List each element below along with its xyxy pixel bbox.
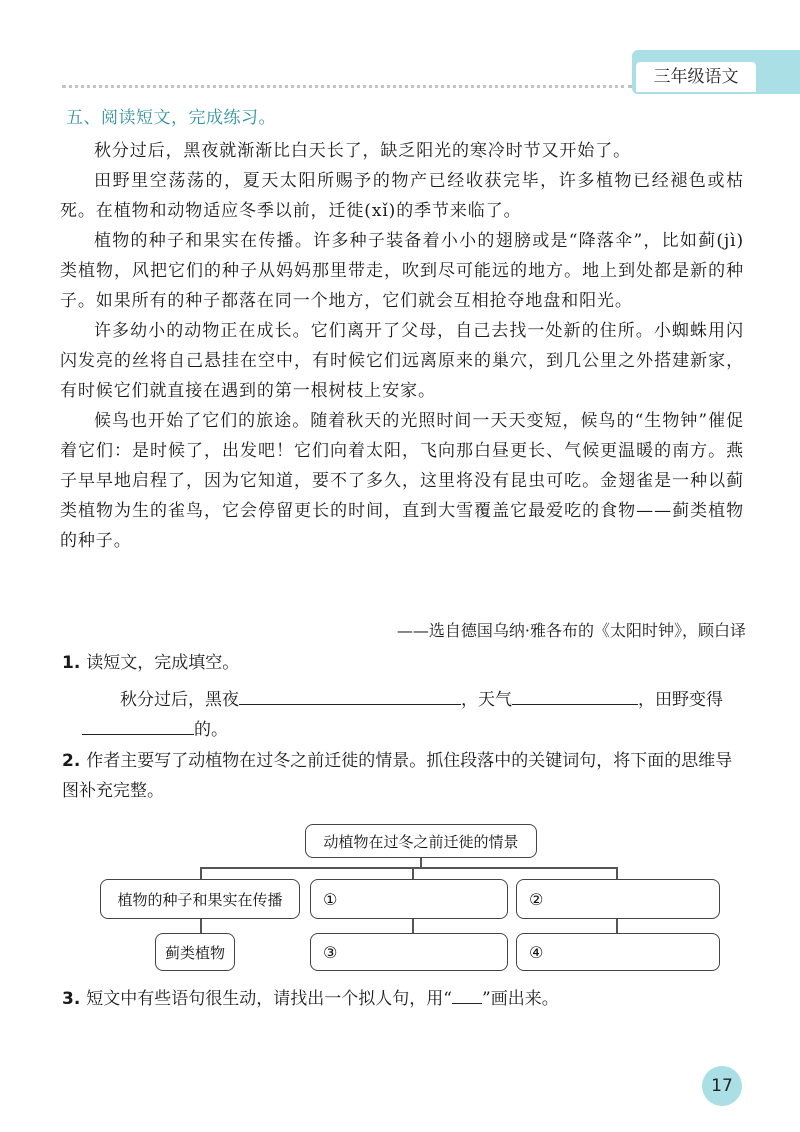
connector-line (412, 919, 414, 933)
fill-text: ，田野变得 (638, 690, 723, 710)
passage-paragraph: 秋分过后，黑夜就渐渐比白天长了，缺乏阳光的寒冷时节又开始了。 (94, 141, 631, 161)
page-number: 17 (702, 1066, 742, 1106)
connector-line (200, 867, 616, 869)
reading-passage (60, 136, 744, 556)
fill-blank-line-1 (120, 684, 723, 715)
answer-blank-2[interactable] (512, 684, 638, 705)
mindmap-answer-slot-2[interactable]: ② (516, 879, 720, 919)
section-title: 五、阅读短文，完成练习。 (66, 108, 276, 128)
mindmap-answer-slot-1[interactable]: ① (310, 879, 508, 919)
question-3 (62, 984, 559, 1014)
passage-paragraph: 植物的种子和果实在传播。许多种子装备着小小的翅膀或是“降落伞”，比如蓟(jì)类植物，风把它们的种子从妈妈那里带走，吹到尽可能远的地方。地上到处都是新的种子。如果所有的种子都落在同一个地方，它们就会互相抢夺地盘和阳光。 (60, 231, 744, 311)
question-text: 读短文，完成填空。 (86, 653, 240, 673)
connector-line (616, 919, 618, 933)
subject-label: 三年级语文 (636, 62, 756, 92)
mindmap-sub-thistle: 蓟类植物 (155, 933, 235, 971)
source-attribution: ——选自德国乌纳·雅各布的《太阳时钟》，顾白译 (396, 621, 746, 640)
question-2 (62, 746, 748, 806)
underline-sample (452, 985, 482, 1004)
connector-line (616, 867, 618, 879)
connector-line (412, 867, 414, 879)
question-number: 2. (62, 751, 81, 771)
question-text: 作者主要写了动植物在过冬之前迁徙的情景。抓住段落中的关键词句，将下面的思维导图补充完整。 (62, 751, 733, 801)
question-1 (62, 648, 239, 678)
question-number: 3. (62, 989, 81, 1009)
fill-text: ，天气 (461, 690, 512, 710)
answer-blank-1[interactable] (239, 684, 461, 705)
mindmap-answer-slot-3[interactable]: ③ (310, 933, 508, 971)
fill-text: 秋分过后，黑夜 (120, 690, 239, 710)
connector-line (200, 919, 202, 933)
question-number: 1. (62, 653, 81, 673)
fill-blank-line-2 (82, 714, 228, 745)
question-text: 短文中有些语句很生动，请找出一个拟人句，用“ (86, 989, 452, 1009)
passage-paragraph: 田野里空荡荡的，夏天太阳所赐予的物产已经收获完毕，许多植物已经褪色或枯死。在植物和动物适应冬季以前，迁徙(xǐ)的季节来临了。 (60, 171, 744, 221)
question-text: ”画出来。 (482, 989, 559, 1009)
passage-paragraph: 许多幼小的动物正在成长。它们离开了父母，自己去找一处新的住所。小蜘蛛用闪闪发亮的丝将自己悬挂在空中，有时候它们远离原来的巢穴，到几公里之外搭建新家，有时候它们就直接在遇到的第一根树枝上安家。 (60, 321, 744, 401)
connector-line (200, 867, 202, 879)
mindmap-answer-slot-4[interactable]: ④ (516, 933, 720, 971)
answer-blank-3[interactable] (82, 714, 194, 735)
mindmap-root: 动植物在过冬之前迁徙的情景 (305, 824, 537, 858)
passage-paragraph: 候鸟也开始了它们的旅途。随着秋天的光照时间一天天变短，候鸟的“生物钟”催促着它们：是时候了，出发吧！它们向着太阳，飞向那白昼更长、气候更温暖的南方。燕子早早地启程了，因为它知道，要不了多久，这里将没有昆虫可吃。金翅雀是一种以蓟类植物为生的雀鸟，它会停留更长的时间，直到大雪覆盖它最爱吃的食物——蓟类植物的种子。 (60, 411, 744, 551)
mindmap-branch-plants: 植物的种子和果实在传播 (100, 879, 300, 919)
fill-text: 的。 (194, 720, 228, 740)
header-dotted-rule (62, 85, 632, 88)
